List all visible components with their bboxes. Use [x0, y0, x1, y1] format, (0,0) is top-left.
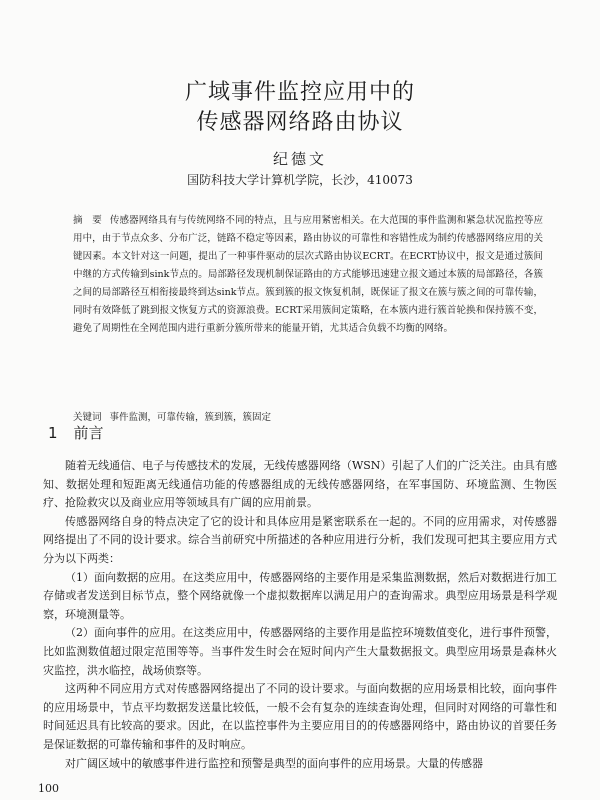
body-text	[43, 457, 557, 773]
paragraph: 这两种不同应用方式对传感器网络提出了不同的设计要求。与面向数据的应用场景相比较，面向事件的应用场景中，节点平均数据发送量比较低，一般不会有复杂的连续查询处理，但同时对网络的可靠性和时间延迟具有比较高的要求。因此，在以监控事件为主要应用目的的传感器网络中，路由协议的首要任务是保证数据的可靠传输和事件的及时响应。	[43, 682, 557, 751]
section-number: 1	[48, 424, 58, 442]
paragraph: 随着无线通信、电子与传感技术的发展，无线传感器网络（WSN）引起了人们的广泛关注。由具有感知、数据处理和短距离无线通信功能的传感器组成的无线传感器网络，在军事国防、环境监测、生物医疗、抢险救灾以及商业应用等领域具有广阔的应用前景。	[43, 459, 557, 510]
author-affiliation: 国防科技大学计算机学院，长沙，410073	[187, 173, 413, 187]
section-heading	[48, 422, 104, 444]
abstract-label: 摘 要	[73, 215, 102, 226]
author-name: 纪德文	[272, 150, 327, 168]
abstract	[73, 212, 543, 338]
paragraph: （2）面向事件的应用。在这类应用中，传感器网络的主要作用是监控环境数值变化，进行事件预警，比如监测数值超过限定范围等等。当事件发生时会在短时间内产生大量数据报文。典型应用场景是森林火灾监控，洪水临控，战场侦察等。	[43, 626, 557, 677]
section-title: 前言	[73, 424, 104, 442]
paragraph: 对广阔区域中的敏感事件进行监控和预警是典型的面向事件的应用场景。大量的传感器	[65, 756, 483, 770]
abstract-text: 传感器网络具有与传统网络不同的特点，且与应用紧密相关。在大范围的事件监测和紧急状况监控等应用中，由于节点众多、分布广泛，链路不稳定等因素，路由协议的可靠性和容错性成为制约传感器网络应用的关键因素。本文针对这一问题，提出了一种事件驱动的层次式路由协议ECRT。在ECRT协议中，报文是通过簇间中继的方式传输到sink节点的。局部路径发现机制保证路由的方式能够迅速建立报文通过本簇的局部路径，各簇之间的局部路径互相衔接最终到达sink节点。簇到簇的报文恢复机制，既保证了报文在簇与簇之间的可靠传输，同时有效降低了跳到报文恢复方式的资源浪费。ECRT采用簇间定策略，在本簇内进行簇首轮换和保持簇不变，避免了周期性在全网范围内进行重新分簇所带来的能量开销，尤其适合负载不均衡的网络。	[73, 215, 543, 334]
paper-title-line1: 广域事件监控应用中的	[184, 80, 415, 105]
paragraph: 传感器网络自身的特点决定了它的设计和具体应用是紧密联系在一起的。不同的应用需求，对传感器网络提出了不同的设计要求。综合当前研究中所描述的各种应用进行分析，我们发现可把其主要应用方式分为以下两类：	[43, 514, 557, 565]
keywords-text: 事件监测，可靠传输，簇到簇，簇固定	[109, 412, 272, 423]
keywords-label: 关键词	[73, 412, 102, 423]
paragraph: （1）面向数据的应用。在这类应用中，传感器网络的主要作用是采集监测数据，然后对数据进行加工存储或者发送到目标节点，整个网络就像一个虚拟数据库以满足用户的查询需求。典型应用场景是科学观察，环境测量等。	[43, 570, 557, 621]
paper-title-line2: 传感器网络路由协议	[196, 110, 404, 135]
keywords	[73, 410, 543, 426]
page-number: 100	[38, 782, 59, 795]
